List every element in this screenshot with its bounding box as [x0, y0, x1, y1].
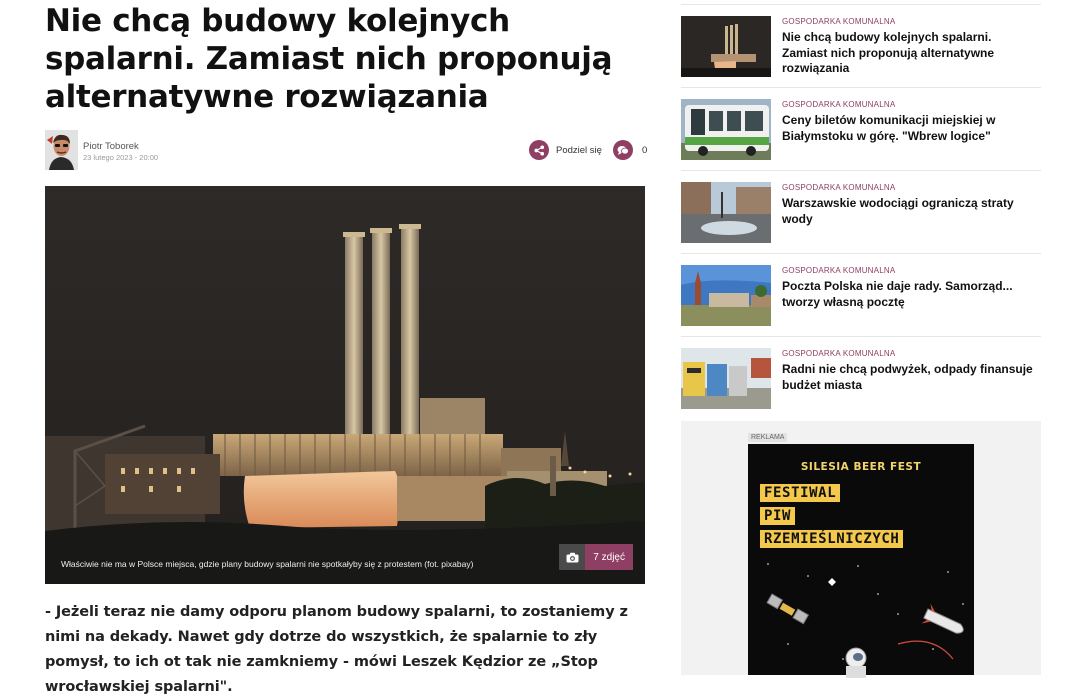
related-article-item[interactable]: [681, 253, 1041, 336]
related-article-item[interactable]: [681, 87, 1041, 170]
camera-icon: [559, 544, 585, 570]
related-article-title[interactable]: Ceny biletów komunikacji miejskiej w Białymstoku w górę. "Wbrew logice": [782, 113, 996, 143]
comments-button[interactable]: [613, 140, 647, 160]
ad-space-illustration: [748, 444, 974, 675]
related-article-item[interactable]: [681, 336, 1041, 419]
related-article-title[interactable]: Nie chcą budowy kolejnych spalarni. Zamiast nich proponują alternatywne rozwiązania: [782, 30, 995, 75]
gallery-count-number: 7: [593, 551, 599, 563]
ad-label: REKLAMA: [748, 433, 787, 442]
related-article-thumbnail[interactable]: [681, 99, 771, 160]
hero-image[interactable]: [45, 186, 645, 584]
author-avatar[interactable]: [45, 130, 78, 170]
image-caption: Właściwie nie ma w Polsce miejsca, gdzie plany budowy spalarni nie spotkałyby się z protestem (fot. pixabay): [61, 559, 474, 569]
ad-banner[interactable]: [748, 444, 974, 675]
article-title: Nie chcą budowy kolejnych spalarni. Zamiast nich proponują alternatywne rozwiązania: [45, 3, 613, 115]
related-article-category[interactable]: GOSPODARKA KOMUNALNA: [782, 266, 896, 275]
related-article-thumbnail[interactable]: [681, 348, 771, 409]
article-lead: - Jeżeli teraz nie damy odporu planom budowy spalarni, to zostaniemy z nimi na dekady. Nawet gdy dotrze do wszystkich, że spalarnie to zły pomysł, to ich ot tak nie zamkniemy - mówi Leszek Kędzior ze „Stop wrocławskiej spalarni".: [45, 604, 628, 695]
related-article-item[interactable]: [681, 4, 1041, 87]
related-article-thumbnail[interactable]: [681, 16, 771, 77]
comments-count: 0: [642, 144, 648, 156]
publish-date: 23 lutego 2023 - 20:00: [83, 153, 159, 162]
related-article-category[interactable]: GOSPODARKA KOMUNALNA: [782, 349, 896, 358]
incinerator-photo: [45, 186, 645, 584]
related-article-title[interactable]: Radni nie chcą podwyżek, odpady finansuje budżet miasta: [782, 362, 1033, 392]
related-article-title[interactable]: Warszawskie wodociągi ograniczą straty wody: [782, 196, 1014, 226]
related-article-thumbnail[interactable]: [681, 265, 771, 326]
share-icon: [529, 140, 549, 160]
gallery-count-label: zdjęć: [601, 551, 625, 563]
comment-bubble-icon: [613, 140, 633, 160]
related-articles-sidebar: [681, 4, 1041, 419]
author-name[interactable]: Piotr Toborek: [83, 141, 139, 152]
related-article-category[interactable]: GOSPODARKA KOMUNALNA: [782, 183, 896, 192]
related-article-category[interactable]: GOSPODARKA KOMUNALNA: [782, 100, 896, 109]
ad-headline-line: PIW: [760, 507, 795, 525]
ad-headline-line: FESTIWAL: [760, 484, 840, 502]
gallery-button[interactable]: [559, 544, 633, 570]
related-article-item[interactable]: [681, 170, 1041, 253]
advertisement: [681, 421, 1041, 675]
share-label: Podziel się: [556, 144, 602, 156]
author-bar: [45, 130, 648, 170]
gallery-count: [585, 544, 633, 570]
ad-headline-line: RZEMIEŚLNICZYCH: [760, 530, 903, 548]
related-article-title[interactable]: Poczta Polska nie daje rady. Samorząd... tworzy własną pocztę: [782, 279, 1013, 309]
share-button[interactable]: [529, 140, 602, 160]
related-article-thumbnail[interactable]: [681, 182, 771, 243]
related-article-category[interactable]: GOSPODARKA KOMUNALNA: [782, 17, 896, 26]
ad-subtitle: SILESIA BEER FEST: [800, 461, 922, 473]
